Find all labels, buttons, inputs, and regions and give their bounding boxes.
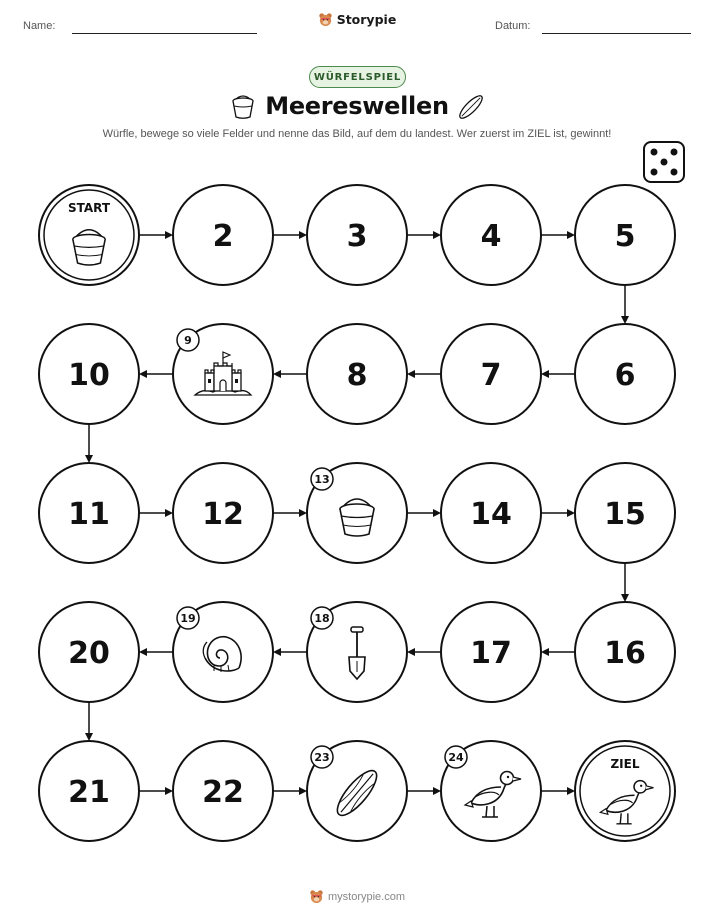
board-space [173,602,273,702]
date-label: Datum: [495,20,531,32]
board-space [39,324,139,424]
board-space [441,185,541,285]
start-space [39,185,139,285]
path-arrow [407,370,441,378]
path-arrow [139,509,173,517]
board-space [173,324,273,424]
space-number: 17 [470,636,512,671]
space-number: 7 [480,358,502,393]
board-space [575,463,675,563]
board-space [575,185,675,285]
space-number: 16 [604,636,646,671]
path-arrow [139,231,173,239]
board-space [575,324,675,424]
path-arrow [85,702,93,741]
path-arrow [85,424,93,463]
path-arrow [407,648,441,656]
board-space [39,463,139,563]
name-label: Name: [23,20,56,32]
path-arrow [273,648,307,656]
board-space [307,463,407,563]
board-space [441,324,541,424]
footer [0,889,714,904]
finish-space [575,741,675,841]
path-arrow [541,231,575,239]
path-arrow [273,509,307,517]
board-space [307,324,407,424]
space-number: 11 [68,497,110,532]
board-space [307,602,407,702]
space-number: 8 [346,358,368,393]
space-number: 12 [202,497,244,532]
space-number: 3 [346,219,368,254]
path-arrow [273,231,307,239]
board-space [39,741,139,841]
space-number: 21 [68,775,110,810]
space-number: 9 [184,334,192,347]
space-number: 6 [614,358,636,393]
space-number: 2 [212,219,234,254]
board-space [173,741,273,841]
space-number: 5 [614,219,636,254]
board-space [441,741,541,841]
space-number: 19 [180,612,196,625]
page-title: Meereswellen [265,92,449,120]
path-arrow [541,370,575,378]
space-number: 24 [448,751,464,764]
path-arrow [407,787,441,795]
path-arrow [139,648,173,656]
path-arrow [139,370,173,378]
path-arrow [541,648,575,656]
path-arrow [541,787,575,795]
brand-name: Storypie [336,12,397,27]
space-number: 14 [470,497,512,532]
space-number: 23 [314,751,330,764]
bear-logo-icon [309,889,324,904]
space-number: 18 [314,612,330,625]
space-number: 15 [604,497,646,532]
path-arrow [621,563,629,602]
bucket-icon [73,230,105,265]
board-space [441,463,541,563]
footer-url[interactable]: mystorypie.com [327,890,406,903]
space-label: ZIEL [610,757,640,771]
bucket-icon [340,499,374,536]
board-space [173,463,273,563]
path-arrow [541,509,575,517]
board-space [39,602,139,702]
path-arrow [621,285,629,324]
board-space [307,185,407,285]
space-label: START [67,201,111,215]
board-space [307,741,407,841]
board-space [575,602,675,702]
instructions: Würfle, bewege so viele Felder und nenne das Bild, auf dem du landest. Wer zuerst im ZIEL ist, gewinnt! [102,128,612,140]
path-arrow [407,231,441,239]
board-space [173,185,273,285]
path-arrow [273,370,307,378]
path-arrow [273,787,307,795]
space-number: 13 [314,473,330,486]
space-number: 22 [202,775,244,810]
board-space [441,602,541,702]
game-type-badge: WÜRFELSPIEL [309,66,406,88]
space-number: 20 [68,636,110,671]
space-number: 10 [68,358,110,393]
path-arrow [407,509,441,517]
space-number: 4 [480,219,502,254]
path-arrow [139,787,173,795]
